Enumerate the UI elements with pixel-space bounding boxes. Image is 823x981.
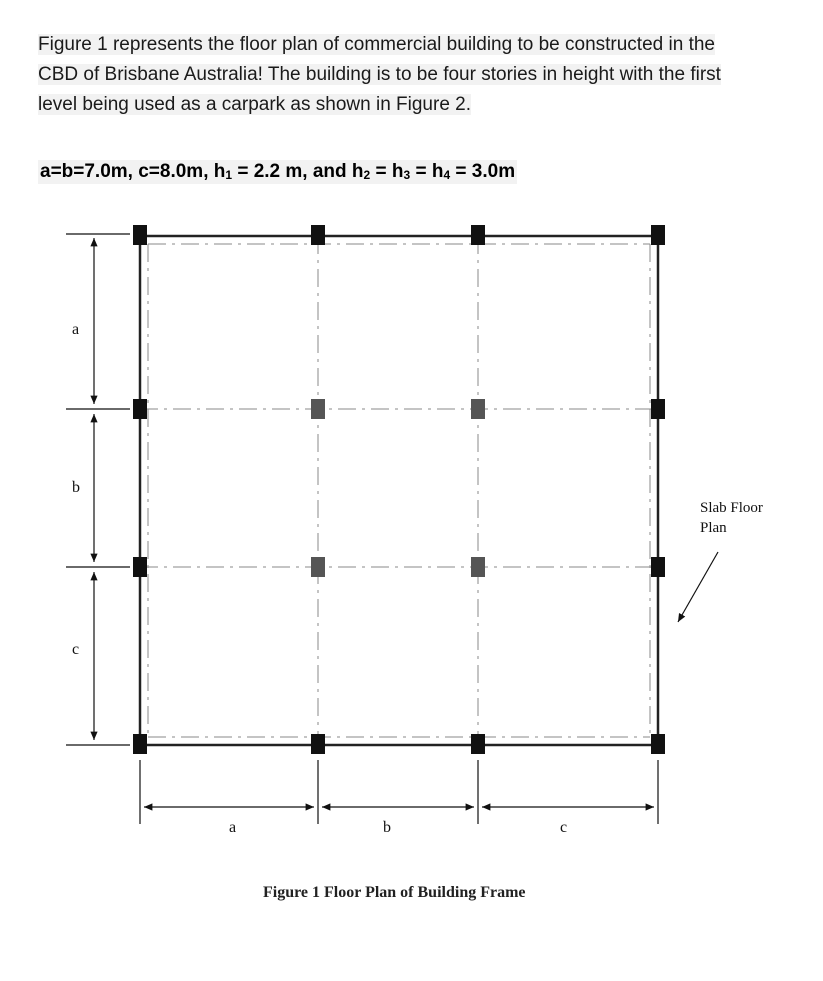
column <box>133 557 147 577</box>
figure-caption: Figure 1 Floor Plan of Building Frame <box>263 884 526 901</box>
param-h3-sub: 3 <box>403 168 411 182</box>
annotation-arrow <box>678 552 718 622</box>
column <box>651 399 665 419</box>
dim-label-left-c: c <box>72 641 80 658</box>
column <box>311 557 325 577</box>
dim-label-left-b: b <box>72 479 80 496</box>
slab-annotation-line2: Plan <box>700 520 727 536</box>
column <box>311 399 325 419</box>
grid-lines <box>140 236 658 745</box>
dim-label-left-a: a <box>72 321 80 338</box>
column <box>133 225 147 245</box>
param-h2-sub: 2 <box>363 168 371 182</box>
column <box>651 225 665 245</box>
param-h3-pre: = h <box>370 161 404 182</box>
column <box>311 225 325 245</box>
intro-line-1: Figure 1 represents the floor plan of commercial building to be constructed in the <box>38 34 715 55</box>
column <box>133 734 147 754</box>
column <box>651 734 665 754</box>
param-h1-sub: 1 <box>225 168 233 182</box>
column <box>471 225 485 245</box>
bottom-dimensions <box>140 760 658 824</box>
column <box>471 734 485 754</box>
dim-label-bottom-b: b <box>383 819 391 836</box>
column <box>471 399 485 419</box>
dim-label-bottom-a: a <box>229 819 237 836</box>
column <box>133 399 147 419</box>
slab-outline <box>140 236 658 745</box>
column <box>471 557 485 577</box>
param-ab-text: a=b=7.0m, c=8.0m, h <box>40 161 226 182</box>
param-h4-value: = 3.0m <box>450 161 516 182</box>
slab-annotation-line1: Slab Floor <box>700 500 763 516</box>
dim-label-bottom-c: c <box>560 819 568 836</box>
intro-line-3: level being used as a carpark as shown in Figure 2. <box>38 94 472 115</box>
param-h4-sub: 4 <box>443 168 451 182</box>
param-h4-pre: = h <box>410 161 444 182</box>
intro-line-2: CBD of Brisbane Australia! The building is to be four stories in height with the first <box>38 64 721 85</box>
columns <box>133 225 665 754</box>
column <box>311 734 325 754</box>
column <box>651 557 665 577</box>
param-h1-value: = 2.2 m, and h <box>232 161 364 182</box>
